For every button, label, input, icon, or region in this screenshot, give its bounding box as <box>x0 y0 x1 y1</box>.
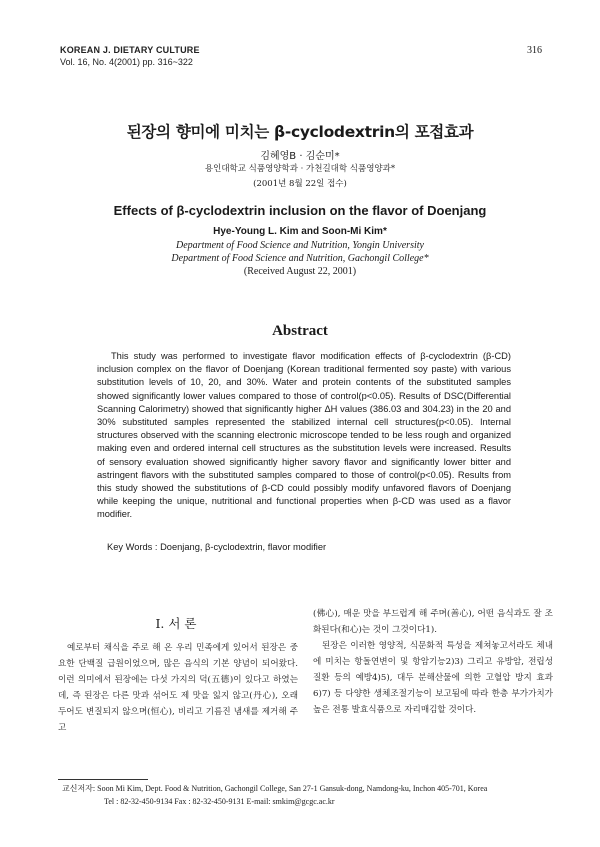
english-affiliation-2: Department of Food Science and Nutrition, Gachongil College* <box>171 253 429 264</box>
keywords-line <box>107 542 326 552</box>
english-received-date: (Received August 22, 2001) <box>243 266 357 277</box>
english-authors: Hye-Young L. Kim and Soon-Mi Kim* <box>213 226 387 237</box>
body-right-column <box>313 606 553 718</box>
english-title: Effects of β-cyclodextrin inclusion on the flavor of Doenjang <box>113 203 487 218</box>
right-column-paragraph-1: (佛心), 매운 맛을 부드럽게 해 주며(善心), 어떤 음식과도 잘 조화된다(和心)는 것이 그것이다1). <box>313 609 553 635</box>
korean-authors: 김혜영B · 김순미* <box>260 151 340 162</box>
page-number: 316 <box>527 45 542 56</box>
footnote-line-2: Tel : 82-32-450-9134 Fax : 82-32-450-9131 E-mail: smkim@gcgc.ac.kr <box>104 797 335 806</box>
korean-received-date: (2001년 8월 22일 접수) <box>253 179 347 189</box>
journal-name: KOREAN J. DIETARY CULTURE <box>60 45 200 55</box>
right-column-paragraph-2: 된장은 이러한 영양적, 식문화적 특성을 제쳐놓고서라도 체내에 미치는 항돌연변이 및 항암기능2)3) 그리고 유방암, 전립성 질환 등의 예방4)5), 대두 분해산물에 의한 고혈압 방지 효과6)7) 등 다양한 생체조절기능이 보고됨에 따라 한층 부가가치가 높은 전통 발효식품으로 자리매김할 것이다. <box>313 641 553 715</box>
english-affiliation-1: Department of Food Science and Nutrition, Yongin University <box>176 240 424 251</box>
body-left-column <box>58 640 298 736</box>
journal-header <box>60 44 200 68</box>
abstract-heading: Abstract <box>272 323 328 339</box>
keywords-text: Doenjang, β-cyclodextrin, flavor modifier <box>160 542 327 552</box>
korean-title: 된장의 향미에 미치는 β-cyclodextrin의 포접효과 <box>126 123 474 141</box>
abstract-text: This study was performed to investigate flavor modification effects of β-cyclodextrin (β-CD) inclusion complex on the flavor of Doenjang (Korean traditional fermented soy paste) with various substitution levels of 10, 20, and 30%. Water and protein contents of the substituted samples showed significantly lower values compared to those of control(p<0.05). Results of DSC(Differential Scanning Calorimetry) showed that significantly higher ΔH values (386.03 and 304.23) in the 20 and 30% substituted samples represented the stabilized internal cell structures(p<0.05). Internal structures observed with the scanning electronic microscope tended to be less rough and organized making even and ordered internal cell structures as the substitution levels were increased. Results of sensory evaluation showed significantly higher savory flavor and significantly lower bitter and astringent flavors with the substituted samples compared to those of control(p<0.05). Results from this study showed the substitutions of β-CD could possibly modify unfavored flavors of Doenjang while keeping the unique, nutritional and functional properties when β-CD was used as a flavor modifier. <box>97 351 511 520</box>
korean-affiliation: 용인대학교 식품영양학과 · 가천길대학 식품영양과* <box>204 164 396 174</box>
section-heading-introduction: I. 서 론 <box>155 616 197 631</box>
abstract-body <box>97 350 511 522</box>
correspondence-footnote <box>62 782 562 808</box>
footnote-divider <box>58 779 148 780</box>
volume-info: Vol. 16, No. 4(2001) pp. 316~322 <box>60 57 193 67</box>
keywords-label: Key Words : <box>107 542 158 552</box>
footnote-line-1: 교신저자: Soon Mi Kim, Dept. Food & Nutrition, Gachongil College, San 27-1 Gansuk-dong, Namdong-ku, Inchon 405-701, Korea <box>62 784 488 793</box>
left-column-paragraph: 예로부터 채식을 주로 해 온 우리 민족에게 있어서 된장은 중요한 단백질 급원이었으며, 많은 음식의 기본 양념이 되어왔다. 이런 의미에서 된장에는 다섯 가지의 덕(五德)이 있다고 하였는데, 즉 된장은 다른 맛과 섞어도 제 맛을 잃지 않고(丹心), 오래 두어도 변질되지 않으며(恒心), 비리고 기름진 냄새를 제거해 주고 <box>58 643 298 733</box>
